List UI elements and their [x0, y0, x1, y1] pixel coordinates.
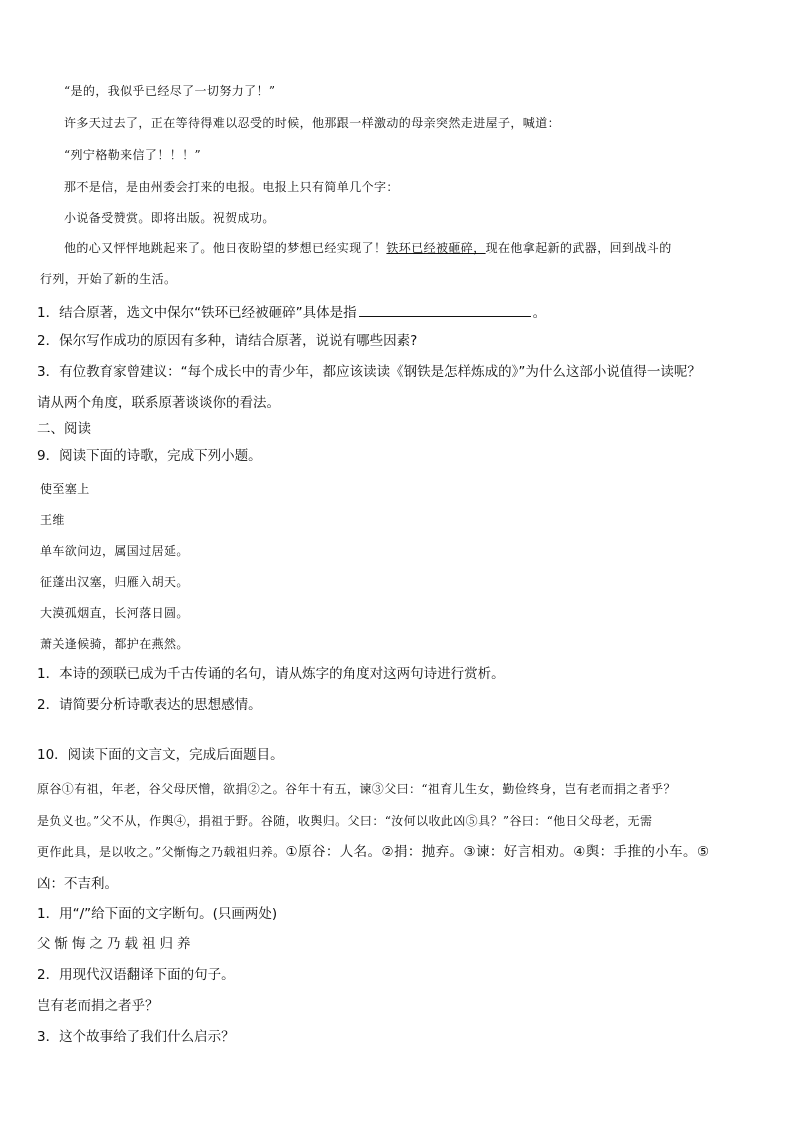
excerpt-line-6 — [64, 242, 672, 254]
poem-title: 使至塞上 — [40, 482, 90, 496]
q10-text-line-2: 是负义也。”父不从，作舆④，捐祖于野。谷随，收舆归。父曰：“汝何以收此凶⑤具？”谷曰：“他日父母老，无需 — [37, 814, 653, 828]
poem-author: 王维 — [40, 513, 65, 527]
excerpt-line-6-start: 他的心又怦怦地跳起来了。他日夜盼望的梦想已经实现了！ — [64, 241, 387, 255]
q9-sub1: 1．本诗的颈联已成为千古传诵的名句，请从炼字的角度对这两句诗进行赏析。 — [37, 666, 505, 682]
q10-sub1-text: 父惭悔之乃载祖归养 — [37, 936, 195, 952]
poem-line-1: 单车欲问边，属国过居延。 — [40, 544, 189, 558]
q10-sub2: 2．用现代汉语翻译下面的句子。 — [37, 967, 235, 983]
q10-sub3: 3．这个故事给了我们什么启示？ — [37, 1029, 235, 1045]
q8-sub3: 3．有位教育家曾建议：“每个成长中的青少年，都应该读读《钢铁是怎样炼成的》”为什么这部小说值得一读呢？ — [37, 364, 701, 380]
excerpt-line-4: 那不是信，是由州委会打来的电报。电报上只有简单几个字： — [64, 180, 399, 194]
q10-sub1: 1．用“/”给下面的文字断句。(只画两处) — [37, 906, 278, 922]
poem-line-4: 萧关逢候骑，都护在燕然。 — [40, 637, 189, 651]
poem-line-3: 大漠孤烟直，长河落日圆。 — [40, 606, 189, 620]
excerpt-line-3: “列宁格勒来信了！！！” — [64, 148, 202, 162]
excerpt-line-2: 许多天过去了，正在等待得难以忍受的时候，他那跟一样激动的母亲突然走进屋子，喊道： — [64, 116, 561, 130]
poem-line-2: 征蓬出汉塞，归雁入胡天。 — [40, 575, 189, 589]
q10-text-line-3 — [37, 846, 709, 860]
answer-blank[interactable] — [359, 304, 531, 317]
q9-intro: 9．阅读下面的诗歌，完成下列小题。 — [37, 448, 262, 464]
excerpt-line-1: “是的，我似乎已经尽了一切努力了！” — [64, 84, 276, 98]
q9-sub2: 2．请简要分析诗歌表达的思想感情。 — [37, 697, 262, 713]
footnotes-cont: 凶：不吉利。 — [37, 876, 118, 892]
q8-sub1 — [37, 304, 546, 321]
q10-intro: 10．阅读下面的文言文，完成后面题目。 — [37, 747, 284, 763]
excerpt-line-5: 小说备受赞赏。即将出版。祝贺成功。 — [64, 211, 275, 225]
excerpt-line-7: 行列，开始了新的生活。 — [40, 272, 177, 286]
section-heading: 二、阅读 — [37, 421, 91, 437]
q10-text-line-1: 原谷①有祖，年老，谷父母厌憎，欲捐②之。谷年十有五，谏③父曰：“祖育儿生女，勤俭终身，岂有老而捐之者乎？ — [37, 782, 676, 796]
q8-sub1-end: 。 — [532, 305, 547, 321]
q8-sub2: 2．保尔写作成功的原因有多种，请结合原著，说说有哪些因素? — [37, 333, 418, 349]
underlined-phrase: 铁环已经被砸碎， — [386, 241, 486, 255]
q8-sub1-text: 1．结合原著，选文中保尔“铁环已经被砸碎”具体是指 — [37, 305, 357, 321]
q10-sub2-text: 岂有老而捐之者乎？ — [37, 998, 159, 1014]
excerpt-line-6-end: 现在他拿起新的武器，回到战斗的 — [485, 241, 672, 255]
q8-sub3-cont: 请从两个角度，联系原著谈谈你的看法。 — [37, 395, 280, 411]
q10-text-line-3-start: 更作此具，是以收之。”父惭悔之乃载祖归养。 — [37, 845, 286, 859]
footnotes: ①原谷：人名。②捐：抛弃。③谏：好言相劝。④舆：手推的小车。⑤ — [285, 844, 710, 860]
